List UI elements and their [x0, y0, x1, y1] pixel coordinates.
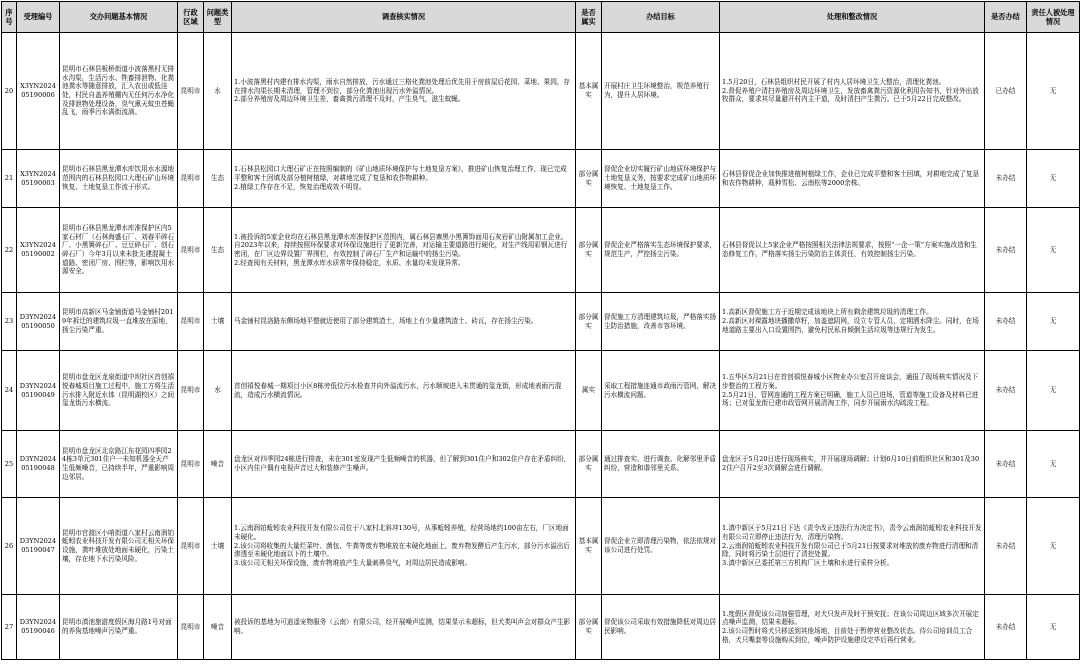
cell-goal: 开展村庄卫生环境整治，规范养殖行为，提升人居环境。: [602, 33, 720, 150]
cell-acceptance-no: X3YN2024 05190006: [17, 33, 60, 150]
header-investigation: 调查核实情况: [232, 2, 576, 33]
cell-region: 昆明市: [178, 595, 204, 660]
cell-basic-info: 昆明市高新区马金铺街道马金铺村2019年拆迁的建筑垃圾一直堆放在原地，扬尘污染严重。: [60, 293, 178, 351]
cell-is-true: 属实: [576, 351, 602, 431]
handling-line: 2.督促养殖户清扫养殖房及周边环境卫生，发放畜禽粪污资源化利用告知书，针对外出放牧群众，要求其尽量避开村内主干道，及时清扫产生粪污。已于5月22日完成整改。: [722, 86, 979, 104]
investigation-line: 1.小波落黑村内建有排水沟渠，雨水自然排放，污水通过三格化粪池处理后优先用于房前屋后花园、菜地、果园，存在排水沟渠长期未清理，管理不到位，部分化粪池出现污水外溢情况。: [234, 77, 570, 95]
cell-investigation: [232, 431, 576, 498]
handling-line: 1.滇中新区于5月21日下达《责令改正违法行为决定书》，责令云南润铂蚯蚓农业科技开发有限公司立即停止违法行为，清理污染物。: [722, 524, 982, 541]
cell-responsible: 无: [1027, 498, 1080, 595]
header-done: 是否办结: [985, 2, 1027, 33]
cell-basic-info: 昆明市石林县黑龙潭水库准保护区内5家石材厂（石林海盛石厂、刘春平碎石厂、小黑箐碎石厂、豆豆碎石厂、创石碎石厂）今年3月以来未批先建混凝土道路、密闭厂房、围栏等，影响饮用水源安全。: [60, 208, 178, 293]
header-acceptance-no: 受理编号: [17, 2, 60, 33]
cell-basic-info: 昆明市石林县黑龙潭水库饮用水水源地范围内的石林县松园口大理石矿山环境恢复、土地复垦工作流于形式。: [60, 150, 178, 208]
cell-issue-type: 土壤: [204, 498, 232, 595]
cell-investigation: [232, 595, 576, 660]
investigation-line: 1.被投诉的5家企业均在石林县黑龙潭水库准保护区范围内，属石林县寨黑小黑箐饰面用石灰岩矿山附属加工企业。自2023年以来，持续按照环保要求对环保设施进行了更新完善，对运输主要道路进行硬化，对生产线用彩钢瓦进行密闭，在厂区边界设置厂界围栏，有效控制了碎石厂生产和运输中的扬尘污染。: [234, 232, 568, 258]
cell-acceptance-no: D3YN2024 05190046: [17, 595, 60, 660]
cell-investigation: [232, 33, 576, 150]
cell-issue-type: 水: [204, 351, 232, 431]
cell-region: 昆明市: [178, 208, 204, 293]
cell-index: 26: [2, 498, 17, 595]
cell-basic-info: 昆明市石林县板桥街道小波落黑村无排水沟渠，生活污水、牲畜排泄物、化粪池粪水等随意排放，汇入农田或低洼处，村民自盖养殖棚内无任何污水净化及排泄物处理设备，臭气熏天蚊虫苍蝇乱飞，雨季污水满街流淌。: [60, 33, 178, 150]
cell-issue-type: 噪音: [204, 431, 232, 498]
table-row: [2, 351, 1080, 431]
investigation-line: 2.经查阅有关材料，黑龙潭水库水质常年保持稳定，水质、水量均未发现异常。: [234, 258, 465, 267]
complaint-table: [1, 1, 1080, 660]
investigation-line: 盘龙区对四季园24栋进行排查，未在301室发现产生低频噪音的机器，但了解到301住户和302住户存在矛盾纠纷，小区内住户偶有电视声音过大和装修产生噪声。: [234, 455, 571, 472]
investigation-line: 马金铺村昆洛路东侧场地平整就近使用了部分建筑渣土，场地上有少量建筑渣土、砖瓦，存在扬尘污染。: [234, 317, 538, 326]
cell-is-true: 部分属实: [576, 431, 602, 498]
cell-done: 未办结: [985, 293, 1027, 351]
investigation-line: 首创禧悦春城一期项目小区8栋旁低位污水检查井向外溢流污水，污水顺坡进入未贯通的玺龙街，形成地表雨污混流，造成污水横流情况。: [234, 381, 562, 399]
handling-line: 1.度假区督促该公司加强管理，对犬只发声及时干预安抚；在该公司周边区域多次开展定点噪声监测，结果未超标。: [722, 609, 979, 627]
cell-goal: 督促该公司采取有效措施降低对周边居民影响。: [602, 595, 720, 660]
cell-acceptance-no: D3YN2024 05190050: [17, 293, 60, 351]
header-issue-type: 问题类型: [204, 2, 232, 33]
cell-acceptance-no: D3YN2024 05190048: [17, 431, 60, 498]
handling-line: 2.5月21日，管网连通的工程方案已明确，施工人员已进场，管道等施工设备及材料已进场；已对玺龙街已建市政管网开展清淘工作，同步开展雨水沟疏浚工程。: [722, 390, 979, 408]
investigation-line: 3.该公司无相关环保设施，废弃物堆放产生大量刺鼻臭气，对周边居民造成影响。: [234, 559, 472, 568]
header-region: 行政区域: [178, 2, 204, 33]
cell-region: 昆明市: [178, 33, 204, 150]
cell-done: 未办结: [985, 595, 1027, 660]
table-row: [2, 595, 1080, 660]
cell-goal: 督促企业立即清理污染物，依法依规对该公司进行处罚。: [602, 498, 720, 595]
table-row: [2, 33, 1080, 150]
cell-investigation: [232, 150, 576, 208]
cell-responsible: 无: [1027, 595, 1080, 660]
cell-goal: 通过排查实、进行调查、化解邻里矛盾纠纷，营造和谐邻里关系。: [602, 431, 720, 498]
cell-index: 21: [2, 150, 17, 208]
cell-done: 未办结: [985, 498, 1027, 595]
investigation-line: 1.云南润铂蚯蚓农业科技开发有限公司位于八家村北斜冲130号，从事蚯蚓养殖，经营场地约100亩左右，厂区地面未硬化。: [234, 524, 569, 541]
cell-is-true: 部分属实: [576, 595, 602, 660]
cell-handling: [720, 431, 985, 498]
cell-region: 昆明市: [178, 293, 204, 351]
investigation-line: 1.石林县松园口大理石矿正在按照编制的《矿山地质环境保护与土地复垦方案》，推进矿山恢复治理工作，现已完成平整和客土回填及部分植树植绿，对耕地完成了复垦和农作物耕种。: [234, 165, 567, 183]
cell-done: 未办结: [985, 208, 1027, 293]
cell-region: 昆明市: [178, 431, 204, 498]
cell-is-true: 基本属实: [576, 498, 602, 595]
cell-acceptance-no: X3YN2024 05190003: [17, 150, 60, 208]
cell-investigation: [232, 498, 576, 595]
cell-is-true: 部分属实: [576, 208, 602, 293]
cell-handling: [720, 498, 985, 595]
cell-handling: [720, 208, 985, 293]
header-is-true: 是否属实: [576, 2, 602, 33]
header-goal: 办结目标: [602, 2, 720, 33]
cell-responsible: 无: [1027, 351, 1080, 431]
cell-issue-type: 生态: [204, 208, 232, 293]
table-header-row: [2, 2, 1080, 33]
cell-acceptance-no: D3YN2024 05190047: [17, 498, 60, 595]
table-row: [2, 293, 1080, 351]
table-row: [2, 498, 1080, 595]
cell-done: 未办结: [985, 431, 1027, 498]
cell-responsible: 无: [1027, 150, 1080, 208]
cell-investigation: [232, 351, 576, 431]
cell-basic-info: 昆明市盘龙区龙泉街道中坝社区首创禧悦春城项目施工过程中，施工方将生活污水排入附近水体（昆明湖校区）之间玺龙街污水横流。: [60, 351, 178, 431]
cell-handling: [720, 595, 985, 660]
handling-line: 1.高新区督促施工方于近期完成该地块上所有剩余建筑垃圾的清理工作。: [722, 308, 933, 317]
cell-goal: 采取工程措施连通市政雨污管网，解决污水横流问题。: [602, 351, 720, 431]
cell-goal: 督促施工方清理建筑垃圾，严格落实扬尘防治措施，改善市容环境。: [602, 293, 720, 351]
handling-line: 3.滇中新区已委托第三方机构厂区土壤和水进行采样分析。: [722, 559, 894, 568]
handling-line: 石林县督促以上5家企业严格按照相关法律法规要求，按照“一企一策”方案实施改造和生态修复工作，严格落实扬尘污染防治主体责任，有效控制扬尘污染。: [722, 241, 977, 258]
investigation-line: 2.该公司将收集的大量烂菜叶、菌包、牛粪等废弃物堆放在未硬化地面上，废弃物发酵后产生污水，部分污水溢出后渗透至未硬化地面以下的土壤中。: [234, 541, 570, 559]
cell-investigation: [232, 293, 576, 351]
cell-handling: [720, 351, 985, 431]
cell-is-true: 部分属实: [576, 150, 602, 208]
cell-index: 22: [2, 208, 17, 293]
cell-index: 24: [2, 351, 17, 431]
cell-acceptance-no: X3YN2024 05190002: [17, 208, 60, 293]
cell-investigation: [232, 208, 576, 293]
cell-region: 昆明市: [178, 351, 204, 431]
cell-index: 20: [2, 33, 17, 150]
investigation-line: 被投诉的基地为可逍遥宠物服务（云南）有限公司，经开展噪声监测，结果显示未超标，但犬类叫声会对群众产生影响。: [234, 618, 571, 635]
cell-done: 已办结: [985, 33, 1027, 150]
investigation-line: 2.部分养殖房及周边环境卫生差，畜禽粪污清理不及时，产生臭气，滋生蚊蝇。: [234, 95, 465, 104]
header-index: 序号: [2, 2, 17, 33]
handling-line: 2.高新区对裸露地块播撒草籽，加盖遮阴网，设立专管人员，定期洒水降尘。同时，在场地道路主要出入口设置围挡，避免村民私自倾倒生活垃圾等违规行为发生。: [722, 317, 979, 334]
table-row: [2, 150, 1080, 208]
cell-issue-type: 水: [204, 33, 232, 150]
cell-basic-info: 昆明市官渡区小哨街道八家村云南润铂蚯蚓农业科技开发有限公司无相关环保设施，粪叶堆放处地面未硬化，污染土壤，存在地下水污染风险。: [60, 498, 178, 595]
handling-line: 2.该公司暂时将犬只移送到其他场地，目前处于暂停营业整改状态。待公司培训员工合格，犬只嘴套等设施购买到位，噪声防护设施建设完毕后再行营业。: [722, 627, 973, 644]
cell-issue-type: 噪音: [204, 595, 232, 660]
cell-is-true: 部分属实: [576, 293, 602, 351]
cell-handling: [720, 33, 985, 150]
cell-region: 昆明市: [178, 150, 204, 208]
cell-responsible: 无: [1027, 208, 1080, 293]
cell-responsible: 无: [1027, 431, 1080, 498]
header-handling: 处理和整改情况: [720, 2, 985, 33]
cell-index: 27: [2, 595, 17, 660]
cell-done: 未办结: [985, 351, 1027, 431]
cell-handling: [720, 293, 985, 351]
header-basic-info: 交办问题基本情况: [60, 2, 178, 33]
cell-responsible: 无: [1027, 33, 1080, 150]
cell-index: 25: [2, 431, 17, 498]
investigation-line: 2.植绿工作存在不足，恢复治理成效不明显。: [234, 182, 366, 191]
handling-line: 1.五华区5月21日在首创禧悦春城小区物业办公室召开座谈会，通报了现场核实情况及下步整治的工程方案。: [722, 373, 979, 390]
cell-is-true: 基本属实: [576, 33, 602, 150]
cell-responsible: 无: [1027, 293, 1080, 351]
cell-goal: 督促企业切实履行矿山地质环境保护与土地复垦义务，按要求完成矿山地质环境恢复、土地复垦工作。: [602, 150, 720, 208]
table-row: [2, 431, 1080, 498]
cell-basic-info: 昆明市盘龙区北京路江东花园四季园24栋3单元301住户一未知机器全天产生低频噪音，已持续半年，严重影响周边邻居。: [60, 431, 178, 498]
cell-issue-type: 生态: [204, 150, 232, 208]
handling-line: 石林县督促企业加快推进植树植绿工作，企业已完成平整和客土回填，对耕地完成了复垦和农作物耕种，栽种雪松、云南松等2000余株。: [722, 169, 980, 187]
cell-basic-info: 昆明市滇池旅游度假区海月路1号对面的养狗基地噪声污染严重。: [60, 595, 178, 660]
cell-goal: 督促企业严格落实生态环境保护要求，规范生产，严控扬尘污染。: [602, 208, 720, 293]
cell-done: 未办结: [985, 150, 1027, 208]
cell-handling: [720, 150, 985, 208]
cell-index: 23: [2, 293, 17, 351]
table-row: [2, 208, 1080, 293]
header-responsible: 责任人被处理情况: [1027, 2, 1080, 33]
handling-line: 盘龙区于5月20日进行现场核实，并开展现场调解；计划6月10日前组织社区和301及302住户召开2至3次调解会进行调解。: [722, 455, 980, 472]
cell-issue-type: 土壤: [204, 293, 232, 351]
handling-line: 1.5月20日，石林县组织村民开展了村内人居环境卫生大整治，清理化粪池。: [722, 77, 946, 86]
cell-region: 昆明市: [178, 498, 204, 595]
handling-line: 2.云南润铂蚯蚓农业科技开发有限公司已于5月21日按要求对堆放的废弃物进行清理和清除，同时将污染土层进行了清挖处置。: [722, 541, 979, 559]
cell-acceptance-no: D3YN2024 05190049: [17, 351, 60, 431]
